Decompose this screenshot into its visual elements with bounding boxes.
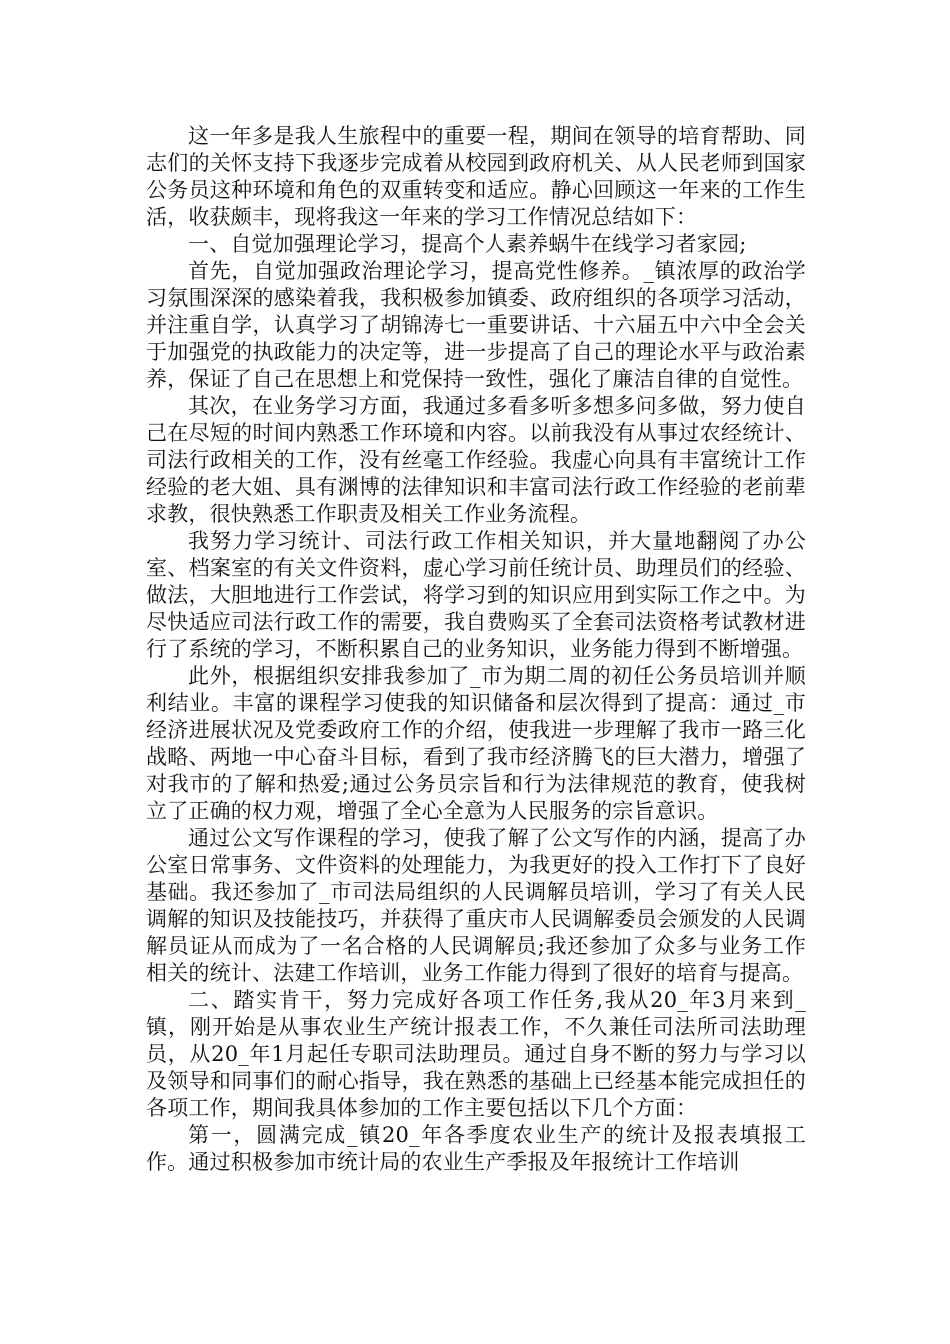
paragraph-knowledge-learning: 我努力学习统计、司法行政工作相关知识，并大量地翻阅了办公室、档案室的有关文件资料，虚心学习前任统计员、助理员们的经验、做法，大胆地进行工作尝试，将学习到的知识应用到实际工作之中。为尽快适应司法行政工作的需要，我自费购买了全套司法资格考试教材进行了系统的学习，不断积累自己的业务知识，业务能力得到不断增强。 (146, 529, 806, 661)
paragraph-first-task: 第一，圆满完成_镇20_年各季度农业生产的统计及报表填报工作。通过积极参加市统计局的农业生产季报及年报统计工作培训 (146, 1123, 806, 1174)
paragraph-training: 此外，根据组织安排我参加了_市为期二周的初任公务员培训并顺利结业。丰富的课程学习使我的知识储备和层次得到了提高：通过_市经济进展状况及党委政府工作的介绍，使我进一步理解了我市一路三化战略、两地一中心奋斗目标，看到了我市经济腾飞的巨大潜力，增强了对我市的了解和热爱;通过公务员宗旨和行为法律规范的教育，使我树立了正确的权力观，增强了全心全意为人民服务的宗旨意识。 (146, 664, 806, 823)
paragraph-business-study: 其次，在业务学习方面，我通过多看多听多想多问多做，努力使自己在尽短的时间内熟悉工作环境和内容。以前我没有从事过农经统计、司法行政相关的工作，没有丝毫工作经验。我虚心向具有丰富统计工作经验的老大姐、具有渊博的法律知识和丰富司法行政工作经验的老前辈求教，很快熟悉工作职责及相关工作业务流程。 (146, 394, 806, 526)
paragraph-writing-course: 通过公文写作课程的学习，使我了解了公文写作的内涵，提高了办公室日常事务、文件资料的处理能力，为我更好的投入工作打下了良好基础。我还参加了_市司法局组织的人民调解员培训，学习了有关人民调解的知识及技能技巧，并获得了重庆市人民调解委员会颁发的人民调解员证从而成为了一名合格的人民调解员;我还参加了众多与业务工作相关的统计、法建工作培训，业务工作能力得到了很好的培育与提高。 (146, 826, 806, 985)
document-body (146, 123, 806, 1176)
paragraph-section-two-heading: 二、踏实肯干，努力完成好各项工作任务,我从20_年3月来到_镇，刚开始是从事农业生产统计报表工作，不久兼任司法所司法助理员，从20_年1月起任专职司法助理员。通过自身不断的努力与学习以及领导和同事们的耐心指导，我在熟悉的基础上已经基本能完成担任的各项工作，期间我具体参加的工作主要包括以下几个方面： (146, 988, 806, 1120)
paragraph-section-one-heading: 一、自觉加强理论学习，提高个人素养蜗牛在线学习者家园; (188, 232, 747, 256)
paragraph-political-study: 首先，自觉加强政治理论学习，提高党性修养。_镇浓厚的政治学习氛围深深的感染着我，我积极参加镇委、政府组织的各项学习活动，并注重自学，认真学习了胡锦涛七一重要讲话、十六届五中六中全会关于加强党的执政能力的决定等，进一步提高了自己的理论水平与政治素养，保证了自己在思想上和党保持一致性，强化了廉洁自律的自觉性。 (146, 259, 806, 391)
paragraph-intro: 这一年多是我人生旅程中的重要一程，期间在领导的培育帮助、同志们的关怀支持下我逐步完成着从校园到政府机关、从人民老师到国家公务员这种环境和角色的双重转变和适应。静心回顾这一年来的工作生活，收获颇丰，现将我这一年来的学习工作情况总结如下： (146, 124, 806, 229)
